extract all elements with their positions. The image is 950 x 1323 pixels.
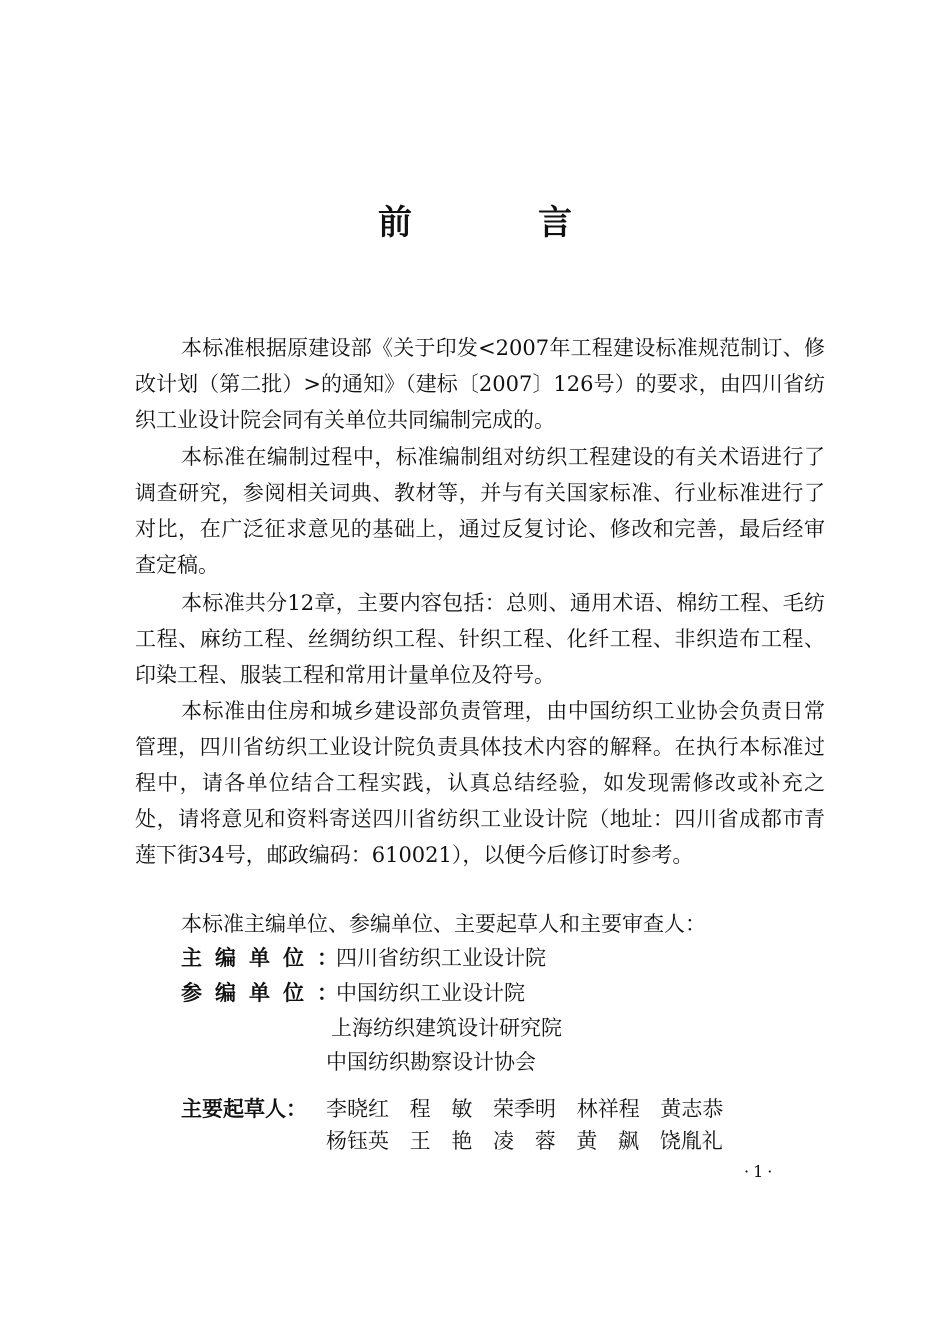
- participating-unit-3: 中国纺织勘察设计协会: [326, 1050, 536, 1074]
- participating-unit-2: 上海纺织建筑设计研究院: [331, 1016, 562, 1040]
- drafters-line-1: 李晓红 程 敏 荣季明 林祥程 黄志恭: [326, 1097, 724, 1121]
- preface-paragraph-process: 本标准在编制过程中，标准编制组对纺织工程建设的有关术语进行了调查研究，参阅相关词典、教材等，并与有关国家标准、行业标准进行了对比，在广泛征求意见的基础上，通过反复讨论、修改和完善，最后经审查定稿。: [135, 445, 825, 577]
- page-title: 前 言: [378, 203, 618, 243]
- preface-paragraph-contents: 本标准共分12章，主要内容包括：总则、通用术语、棉纺工程、毛纺工程、麻纺工程、丝绸纺织工程、针织工程、化纤工程、非织造布工程、印染工程、服装工程和常用计量单位及符号。: [135, 591, 825, 687]
- drafters-line-2: 杨钰英 王 艳 凌 蓉 黄 飙 饶胤礼: [326, 1129, 723, 1153]
- preface-paragraph-basis: 本标准根据原建设部《关于印发<2007年工程建设标准规范制订、修改计划（第二批）>的通知》（建标〔2007〕126号）的要求，由四川省纺织工业设计院会同有关单位共同编制完成的。: [135, 336, 825, 432]
- page-number: ·1·: [744, 1162, 777, 1181]
- drafters-label: 主要起草人：: [181, 1097, 307, 1121]
- participating-unit-1: 中国纺织工业设计院: [336, 981, 525, 1005]
- units-intro: 本标准主编单位、参编单位、主要起草人和主要审查人：: [181, 912, 706, 936]
- chief-unit-label: 主编单位：: [181, 946, 351, 970]
- participating-units-label: 参编单位：: [181, 981, 351, 1005]
- preface-paragraph-management: 本标准由住房和城乡建设部负责管理，由中国纺织工业协会负责日常管理，四川省纺织工业设计院负责具体技术内容的解释。在执行本标准过程中，请各单位结合工程实践，认真总结经验，如发现需修改或补充之处，请将意见和资料寄送四川省纺织工业设计院（地址：四川省成都市青莲下街34号，邮政编码：610021），以便今后修订时参考。: [135, 699, 825, 867]
- chief-unit-value: 四川省纺织工业设计院: [336, 946, 546, 970]
